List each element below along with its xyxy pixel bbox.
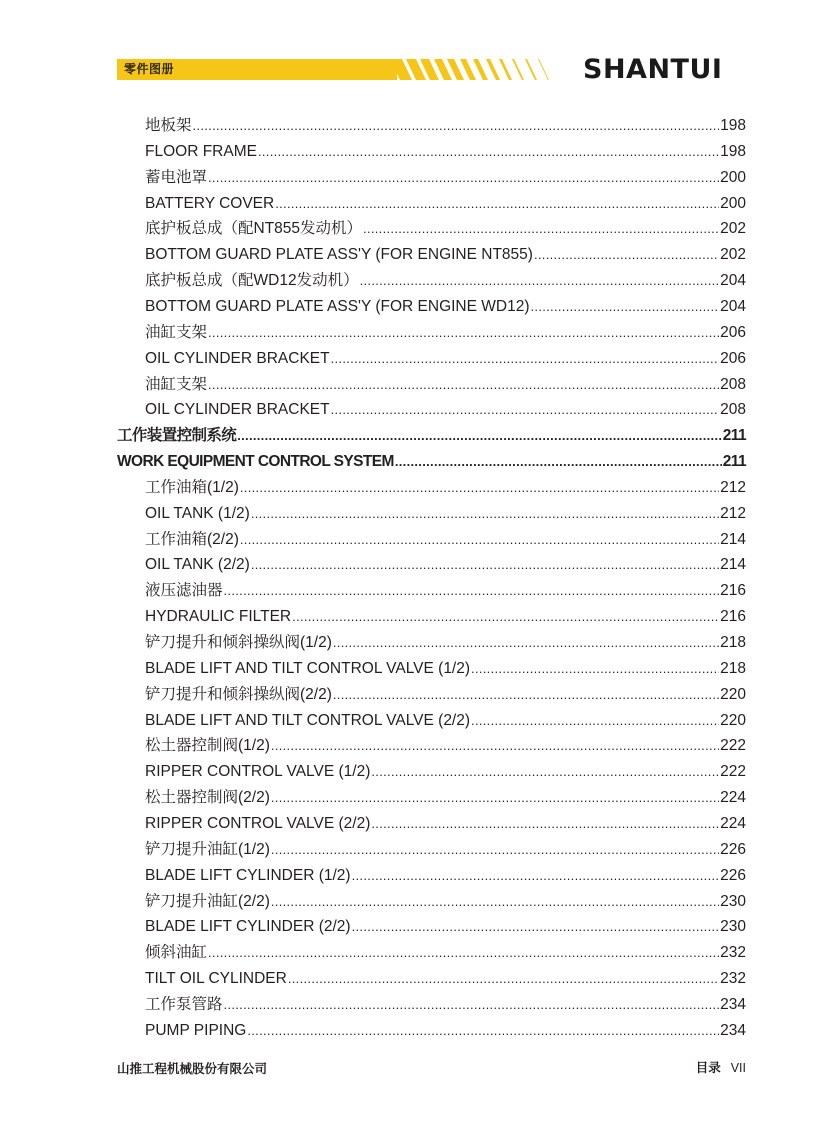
- toc-entry-title: 铲刀提升和倾斜操纵阀(1/2): [145, 634, 332, 651]
- toc-entry[interactable]: [145, 891, 746, 913]
- toc-entry[interactable]: [145, 684, 746, 706]
- toc-entry[interactable]: [145, 503, 746, 525]
- toc-leader-dots: [247, 1020, 719, 1042]
- toc-entry[interactable]: [145, 322, 746, 344]
- toc-leader-dots: [534, 244, 719, 266]
- toc-entry-title: OIL TANK (2/2): [145, 556, 250, 574]
- toc-entry[interactable]: [145, 968, 746, 990]
- toc-leader-dots: [237, 425, 722, 447]
- toc-entry-title: 铲刀提升油缸(1/2): [145, 840, 270, 858]
- toc-entry-title: BATTERY COVER: [145, 194, 275, 212]
- toc-entry[interactable]: [145, 606, 746, 628]
- toc-leader-dots: [352, 916, 720, 938]
- toc-entry[interactable]: [145, 141, 746, 163]
- toc-entry-page: 211: [722, 427, 746, 445]
- toc-entry[interactable]: [145, 865, 746, 887]
- toc-leader-dots: [208, 167, 719, 189]
- toc-entry[interactable]: [145, 399, 746, 421]
- toc-entry-title: TILT OIL CYLINDER: [145, 970, 287, 988]
- toc-entry-page: 232: [720, 944, 746, 962]
- toc-entry-title: BOTTOM GUARD PLATE ASS'Y (FOR ENGINE WD12): [145, 297, 530, 315]
- toc-entry[interactable]: [145, 270, 746, 292]
- toc-entry-title: BLADE LIFT AND TILT CONTROL VALVE (2/2): [145, 711, 471, 729]
- toc-leader-dots: [275, 193, 719, 215]
- toc-leader-dots: [292, 606, 719, 628]
- toc-entry-title: BLADE LIFT CYLINDER (1/2): [145, 866, 351, 884]
- toc-entry[interactable]: [145, 787, 746, 809]
- toc-leader-dots: [360, 270, 720, 292]
- toc-leader-dots: [251, 503, 719, 525]
- toc-leader-dots: [271, 787, 719, 809]
- toc-leader-dots: [251, 554, 719, 576]
- toc-entry-page: 234: [720, 1021, 746, 1039]
- toc-entry-title: PUMP PIPING: [145, 1021, 247, 1039]
- toc-entry-title: 地板架: [145, 117, 192, 134]
- toc-entry-page: 230: [720, 918, 746, 936]
- toc-leader-dots: [331, 348, 720, 370]
- toc-entry-title: BOTTOM GUARD PLATE ASS'Y (FOR ENGINE NT855): [145, 246, 533, 264]
- toc-entry[interactable]: [145, 296, 746, 318]
- toc-entry-page: 214: [720, 530, 746, 548]
- toc-entry[interactable]: [145, 554, 746, 576]
- toc-leader-dots: [271, 735, 719, 757]
- toc-entry-title: 底护板总成（配WD12发动机）: [145, 272, 359, 290]
- toc-leader-dots: [331, 399, 720, 421]
- toc-entry-title: WORK EQUIPMENT CONTROL SYSTEM: [117, 453, 394, 471]
- toc-entry-title: RIPPER CONTROL VALVE (2/2): [145, 814, 371, 832]
- toc-entry[interactable]: [145, 813, 746, 835]
- toc-leader-dots: [208, 374, 719, 396]
- toc-entry-title: RIPPER CONTROL VALVE (1/2): [145, 763, 371, 781]
- footer-page-number: VII: [730, 1061, 746, 1075]
- toc-entry-page: 222: [720, 737, 746, 755]
- toc-entry[interactable]: [145, 244, 746, 266]
- toc-entry-page: 208: [720, 401, 746, 419]
- toc-leader-dots: [224, 994, 720, 1016]
- toc-entry-title: 工作装置控制系统: [117, 427, 237, 445]
- toc-entry-title: BLADE LIFT CYLINDER (2/2): [145, 918, 351, 936]
- toc-entry[interactable]: [145, 916, 746, 938]
- toc-entry[interactable]: [145, 658, 746, 680]
- toc-entry[interactable]: [145, 348, 746, 370]
- toc-entry-title: 铲刀提升和倾斜操纵阀(2/2): [145, 685, 332, 703]
- toc-entry-page: 200: [720, 168, 746, 186]
- toc-entry-page: 212: [720, 478, 746, 496]
- toc-leader-dots: [271, 891, 719, 913]
- toc-entry-title: BLADE LIFT AND TILT CONTROL VALVE (1/2): [145, 659, 471, 677]
- toc-entry[interactable]: [145, 735, 746, 757]
- toc-entry-title: OIL TANK (1/2): [145, 504, 250, 522]
- toc-entry[interactable]: [145, 374, 746, 396]
- toc-entry-title: HYDRAULIC FILTER: [145, 608, 292, 626]
- toc-entry-page: 211: [722, 453, 746, 471]
- toc-entry[interactable]: [145, 477, 746, 499]
- toc-entry-page: 204: [720, 297, 746, 315]
- toc-entry-page: 216: [720, 608, 746, 626]
- toc-leader-dots: [471, 710, 719, 732]
- toc-entry-title: 液压滤油器: [145, 582, 223, 600]
- toc-leader-dots: [240, 477, 719, 499]
- toc-entry[interactable]: [145, 167, 746, 189]
- toc-entry-title: OIL CYLINDER BRACKET: [145, 401, 330, 419]
- toc-entry-page: 206: [720, 349, 746, 367]
- toc-leader-dots: [271, 839, 719, 861]
- toc-leader-dots: [531, 296, 720, 318]
- footer-section-label: 目录: [695, 1061, 721, 1075]
- toc-entry-page: 224: [720, 789, 746, 807]
- toc-entry[interactable]: [145, 529, 746, 551]
- toc-entry-page: 226: [720, 866, 746, 884]
- toc-leader-dots: [333, 632, 719, 654]
- toc-entry-page: 200: [720, 194, 746, 212]
- toc-entry-page: 220: [720, 711, 746, 729]
- footer-company: 山推工程机械股份有限公司: [117, 1062, 268, 1076]
- toc-entry[interactable]: [117, 451, 746, 473]
- footer-page-info: [696, 1060, 746, 1076]
- toc-entry-title: 底护板总成（配NT855发动机）: [145, 220, 363, 238]
- toc-leader-dots: [371, 813, 719, 835]
- toc-leader-dots: [395, 451, 722, 473]
- shantui-logo: SHANTUI: [583, 54, 723, 85]
- toc-entry-title: 松土器控制阀(1/2): [145, 737, 270, 755]
- toc-entry[interactable]: [145, 218, 746, 240]
- toc-entry-title: FLOOR FRAME: [145, 142, 257, 160]
- toc-leader-dots: [471, 658, 719, 680]
- toc-entry[interactable]: [145, 632, 746, 654]
- toc-leader-dots: [258, 141, 719, 163]
- toc-entry[interactable]: [145, 580, 746, 602]
- toc-entry-page: 208: [720, 375, 746, 393]
- toc-entry-page: 220: [720, 685, 746, 703]
- toc-entry-page: 218: [720, 659, 746, 677]
- toc-entry-title: 工作泵管路: [145, 995, 223, 1013]
- toc-entry[interactable]: [145, 839, 746, 861]
- toc-entry-title: 铲刀提升油缸(2/2): [145, 892, 270, 910]
- toc-entry[interactable]: [145, 193, 746, 215]
- toc-entry-title: 工作油箱(2/2): [145, 530, 239, 548]
- toc-entry-page: 212: [720, 504, 746, 522]
- toc-leader-dots: [208, 322, 719, 344]
- toc-leader-dots: [352, 865, 720, 887]
- toc-entry-page: 224: [720, 814, 746, 832]
- toc-entry[interactable]: [145, 994, 746, 1016]
- toc-entry-title: 松土器控制阀(2/2): [145, 789, 270, 807]
- toc-entry[interactable]: [145, 710, 746, 732]
- toc-entry-page: 216: [720, 582, 746, 600]
- toc-leader-dots: [288, 968, 719, 990]
- toc-entry-page: 202: [720, 246, 746, 264]
- toc-leader-dots: [193, 115, 720, 137]
- toc-entry-page: 198: [720, 142, 746, 160]
- toc-entry-title: 蓄电池罩: [145, 168, 208, 186]
- toc-entry-page: 202: [720, 220, 746, 238]
- toc-leader-dots: [240, 529, 719, 551]
- toc-leader-dots: [208, 942, 719, 964]
- toc-entry[interactable]: [117, 425, 746, 447]
- header-stripes-decoration: [390, 59, 550, 80]
- toc-entry[interactable]: [145, 1020, 746, 1042]
- toc-entry[interactable]: [145, 115, 746, 137]
- toc-entry-title: 工作油箱(1/2): [145, 478, 239, 496]
- toc-entry-page: 226: [720, 840, 746, 858]
- toc-entry-page: 206: [720, 323, 746, 341]
- toc-entry-page: 218: [720, 634, 746, 651]
- toc-entry[interactable]: [145, 942, 746, 964]
- toc-entry-page: 230: [720, 892, 746, 910]
- toc-entry-page: 214: [720, 556, 746, 574]
- toc-entry-page: 222: [720, 763, 746, 781]
- header-title: 零件图册: [124, 62, 175, 76]
- toc-entry-title: OIL CYLINDER BRACKET: [145, 349, 330, 367]
- toc-leader-dots: [371, 761, 719, 783]
- toc-entry-title: 油缸支架: [145, 323, 208, 341]
- toc-entry[interactable]: [145, 761, 746, 783]
- toc-entry-page: 198: [720, 117, 746, 134]
- toc-leader-dots: [224, 580, 720, 602]
- toc-entry-page: 204: [720, 272, 746, 290]
- toc-entry-title: 倾斜油缸: [145, 944, 208, 962]
- toc-entry-page: 234: [720, 995, 746, 1013]
- toc-leader-dots: [363, 218, 719, 240]
- toc-leader-dots: [333, 684, 719, 706]
- toc-entry-page: 232: [720, 970, 746, 988]
- toc-entry-title: 油缸支架: [145, 375, 208, 393]
